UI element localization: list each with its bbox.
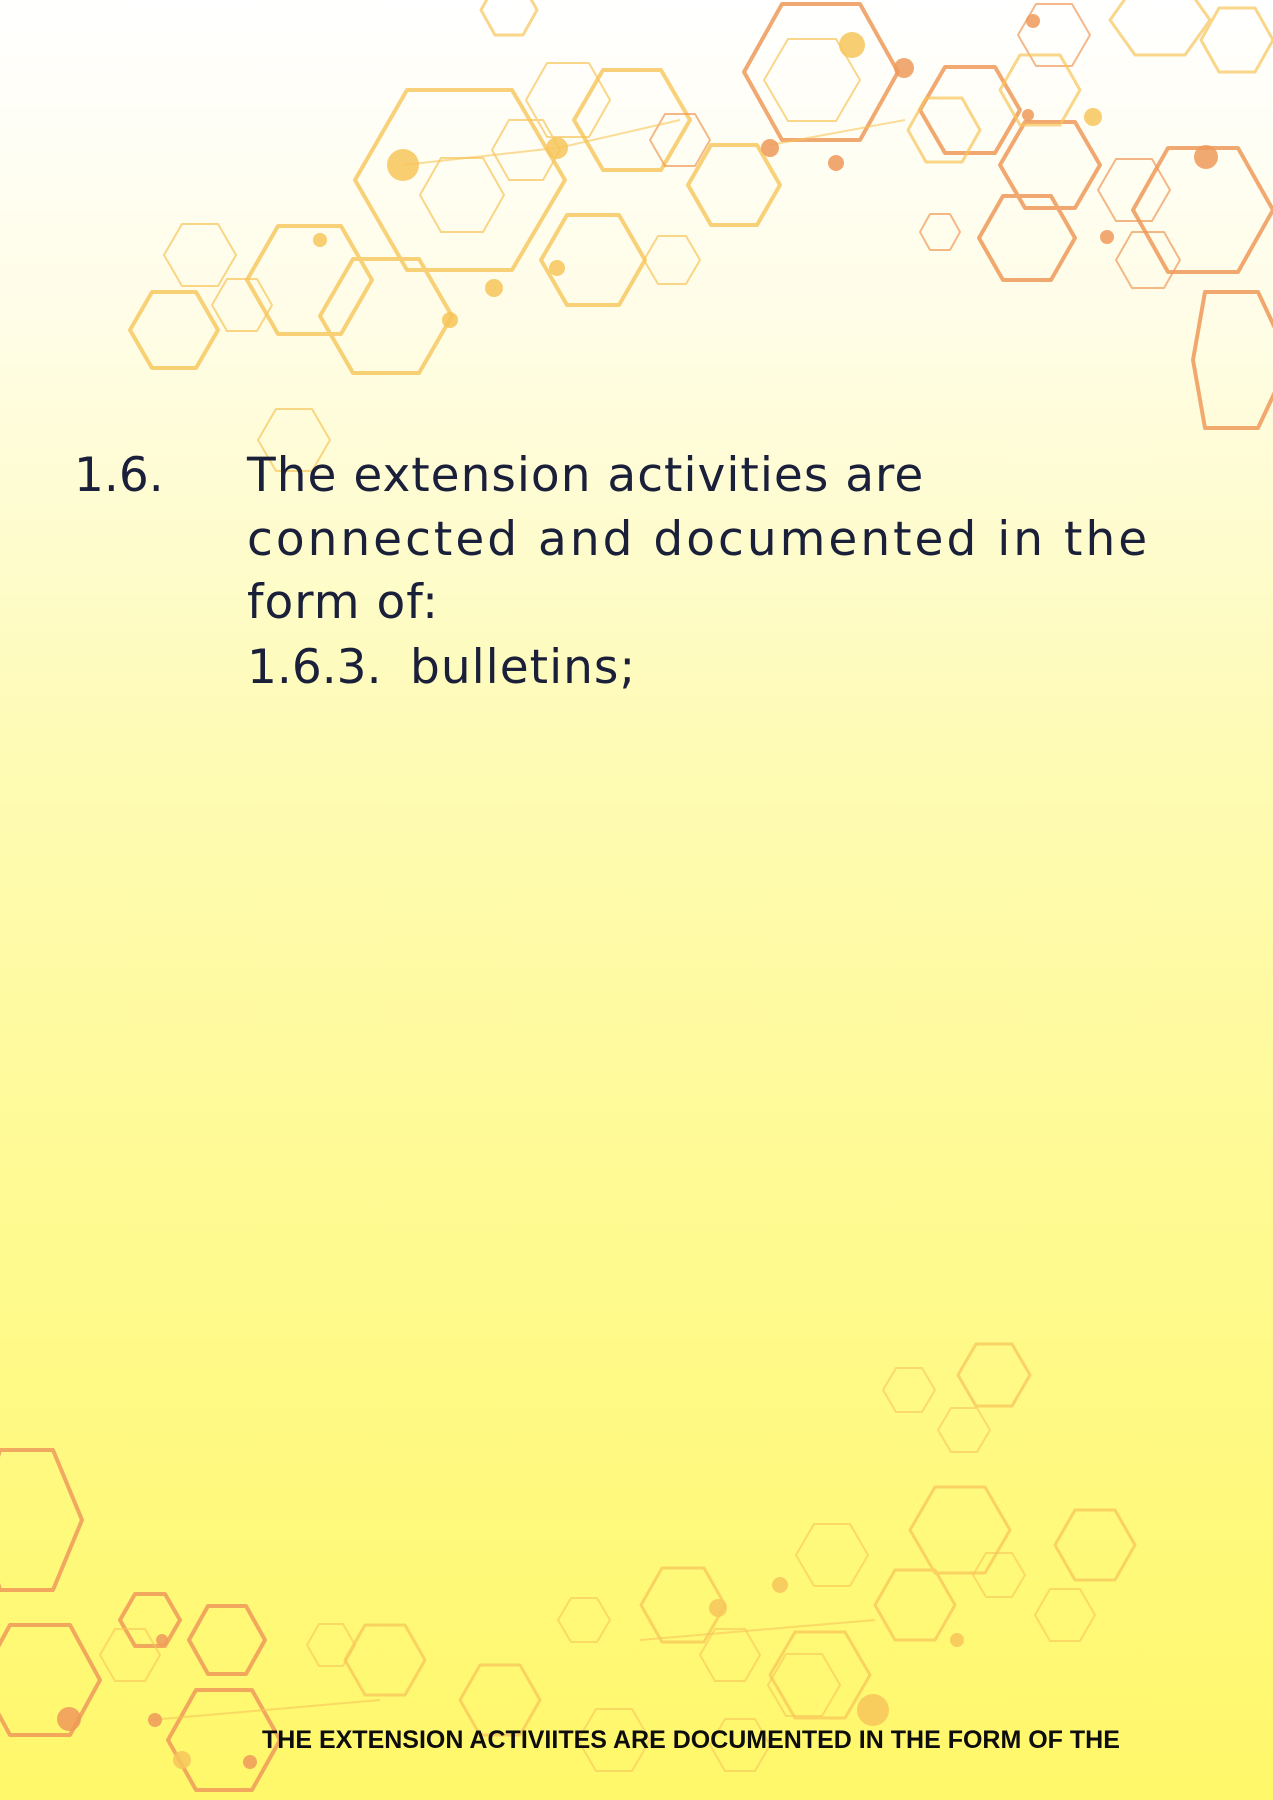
section-text-line-2: connected and documented in the [247, 512, 1151, 567]
section-text-line-1: The extension activities are [247, 448, 925, 503]
subitem-number: 1.6.3. [247, 640, 382, 695]
section-number: 1.6. [74, 448, 164, 503]
section-text-line-3: form of: [247, 575, 439, 630]
footer-caption: THE EXTENSION ACTIVIITES ARE DOCUMENTED IN THE FORM OF THE [262, 1726, 1120, 1754]
subitem-text: bulletins; [410, 640, 637, 695]
